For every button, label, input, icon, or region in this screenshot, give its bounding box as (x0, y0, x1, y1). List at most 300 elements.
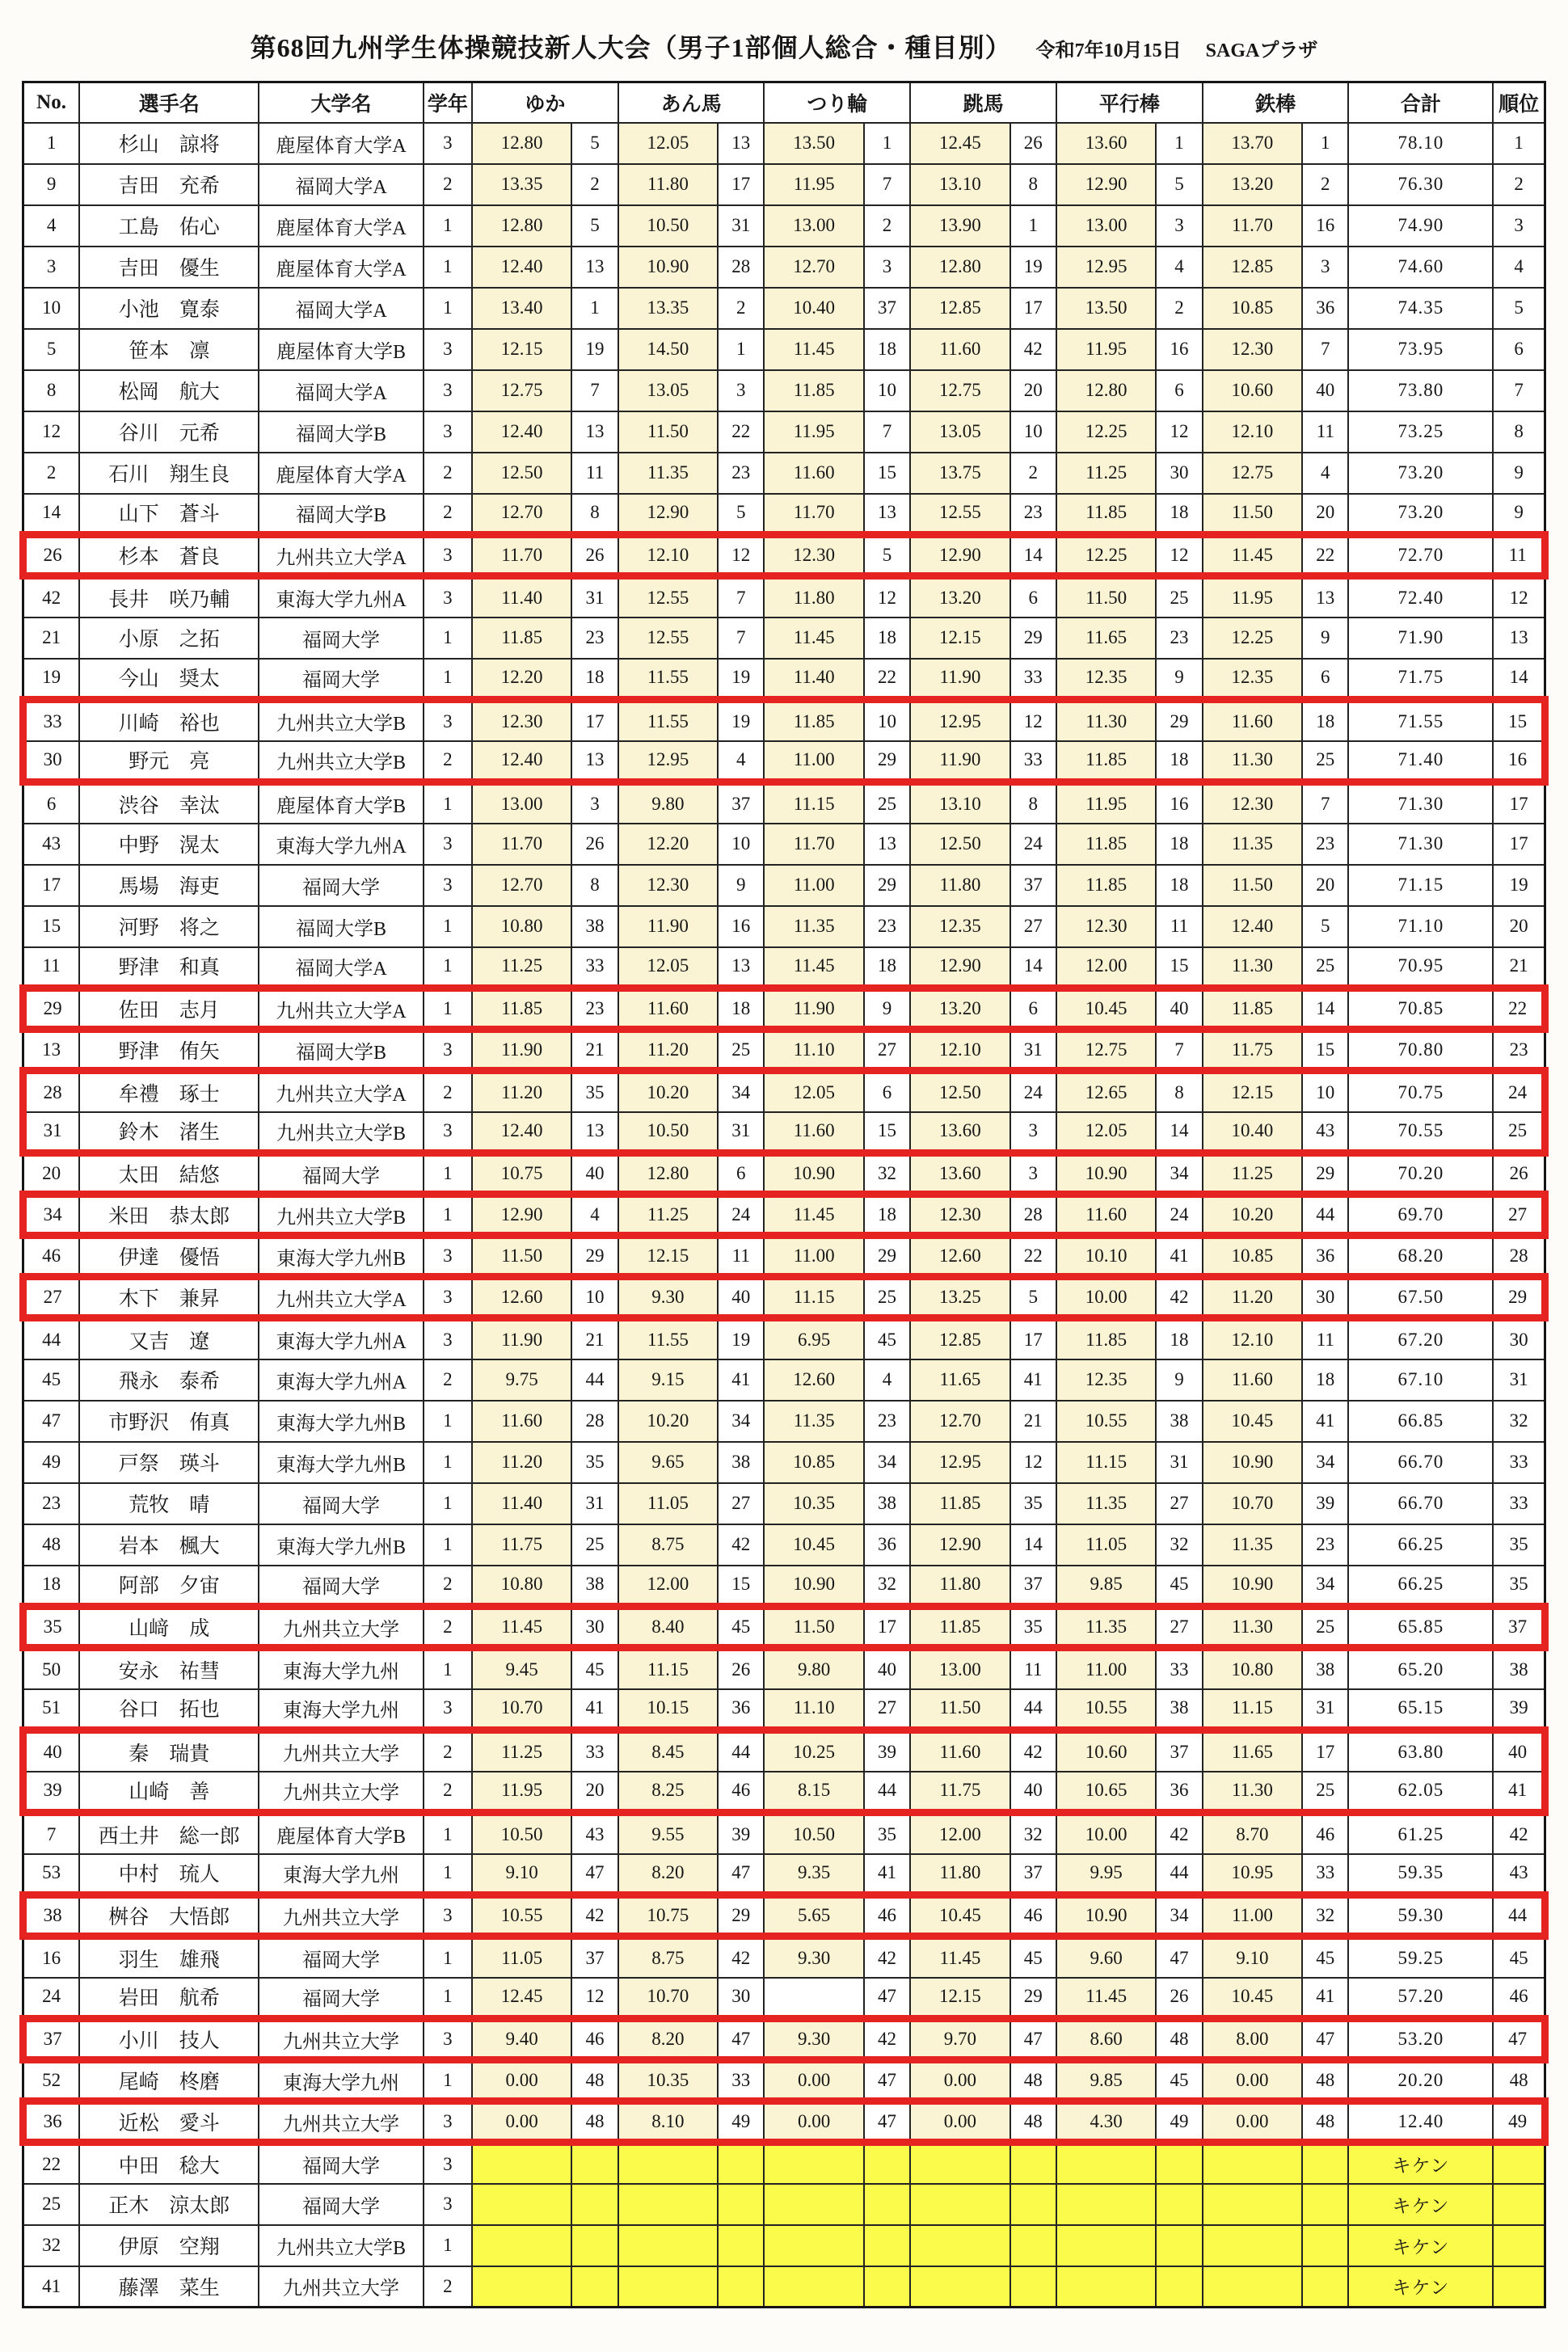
event-rank-cell: 29 (864, 741, 910, 782)
grade-cell: 2 (424, 1607, 472, 1648)
event-rank-cell: 33 (1156, 1648, 1202, 1689)
event-rank-cell: 40 (864, 1648, 910, 1689)
athlete-name-cell: 吉田 優生 (79, 247, 259, 288)
event-score-cell: 11.25 (1203, 1153, 1302, 1195)
event-rank-cell: 13 (718, 123, 764, 164)
event-rank-cell (571, 2184, 618, 2225)
event-score-cell: 11.00 (1203, 1895, 1302, 1937)
event-score-cell: 13.60 (1056, 123, 1156, 164)
athlete-no-cell: 39 (23, 1772, 80, 1813)
column-header: No. (23, 82, 80, 123)
event-rank-cell: 40 (571, 1153, 618, 1195)
event-score-cell: 12.25 (1056, 535, 1156, 576)
event-score-cell: 11.45 (764, 329, 863, 370)
athlete-no-cell: 6 (23, 782, 80, 824)
total-cell: 61.25 (1348, 1813, 1493, 1854)
total-cell: 53.20 (1348, 2019, 1493, 2060)
table-row (23, 1730, 1545, 1772)
university-cell: 東海大学九州B (259, 1524, 423, 1566)
event-score-cell: 12.10 (1203, 411, 1302, 453)
rank-cell: 11 (1493, 535, 1545, 576)
table-row (23, 1483, 1545, 1524)
event-score-cell: 11.85 (1056, 741, 1156, 782)
event-score-cell: 12.00 (910, 1813, 1010, 1854)
event-score-cell: 10.20 (618, 1071, 718, 1112)
event-rank-cell: 25 (1302, 1772, 1348, 1813)
event-score-cell: 10.75 (472, 1153, 571, 1195)
university-cell: 鹿屋体育大学A (259, 247, 423, 288)
event-rank-cell: 29 (718, 1895, 764, 1937)
grade-cell: 1 (424, 659, 472, 700)
event-score-cell: 12.90 (618, 494, 718, 535)
event-rank-cell: 41 (1010, 1359, 1056, 1401)
event-rank-cell: 17 (1010, 1318, 1056, 1359)
event-score-cell: 11.25 (618, 1195, 718, 1236)
event-score-cell: 12.95 (618, 741, 718, 782)
event-rank-cell: 1 (1010, 205, 1056, 247)
event-score-cell: 12.25 (1056, 411, 1156, 453)
event-score-cell: 11.65 (910, 1359, 1010, 1401)
event-score-cell: 12.80 (910, 247, 1010, 288)
event-rank-cell: 42 (864, 1937, 910, 1978)
athlete-name-cell: 馬場 海吏 (79, 865, 259, 906)
event-rank-cell: 27 (864, 1689, 910, 1730)
event-rank-cell: 27 (718, 1483, 764, 1524)
rank-cell (1493, 2184, 1545, 2225)
table-row (23, 1607, 1545, 1648)
event-score-cell: 10.45 (1056, 988, 1156, 1030)
event-rank-cell: 23 (718, 453, 764, 494)
rank-cell: 25 (1493, 1112, 1545, 1153)
event-score-cell: 10.85 (1203, 1236, 1302, 1277)
rank-cell: 17 (1493, 782, 1545, 824)
total-cell: 70.75 (1348, 1071, 1493, 1112)
event-score-cell: 12.90 (910, 535, 1010, 576)
total-cell: 66.85 (1348, 1401, 1493, 1442)
university-cell: 福岡大学A (259, 164, 423, 205)
event-score-cell: 12.80 (472, 123, 571, 164)
event-rank-cell: 18 (1156, 494, 1202, 535)
grade-cell: 3 (424, 1318, 472, 1359)
column-header: 跳馬 (910, 82, 1056, 123)
university-cell: 東海大学九州A (259, 824, 423, 865)
table-row (23, 1236, 1545, 1277)
event-score-cell: 8.60 (1056, 2019, 1156, 2060)
event-score-cell: 12.60 (910, 1236, 1010, 1277)
event-score-cell: 11.10 (764, 1689, 863, 1730)
event-rank-cell: 2 (864, 205, 910, 247)
event-score-cell: 9.75 (472, 1359, 571, 1401)
event-rank-cell: 8 (571, 865, 618, 906)
page-title: 第68回九州学生体操競技新人大会（男子1部個人総合・種目別） (250, 33, 1012, 62)
rank-cell: 2 (1493, 164, 1545, 205)
event-rank-cell: 1 (718, 329, 764, 370)
event-score-cell: 11.45 (910, 1937, 1010, 1978)
event-rank-cell: 36 (1302, 1236, 1348, 1277)
event-rank-cell: 4 (864, 1359, 910, 1401)
event-score-cell: 11.95 (764, 411, 863, 453)
table-row (23, 288, 1545, 329)
event-rank-cell: 7 (864, 411, 910, 453)
event-rank-cell: 41 (718, 1359, 764, 1401)
event-score-cell: 12.95 (1056, 247, 1156, 288)
event-score-cell: 11.15 (618, 1648, 718, 1689)
athlete-no-cell: 44 (23, 1318, 80, 1359)
event-score-cell: 10.85 (1203, 288, 1302, 329)
event-score-cell: 8.75 (618, 1937, 718, 1978)
grade-cell: 1 (424, 988, 472, 1030)
event-score-cell: 12.80 (472, 205, 571, 247)
event-rank-cell: 6 (1010, 988, 1056, 1030)
event-score-cell: 12.30 (1203, 782, 1302, 824)
event-score-cell: 11.30 (1203, 1772, 1302, 1813)
athlete-no-cell: 37 (23, 2019, 80, 2060)
table-row (23, 1524, 1545, 1566)
event-score-cell: 11.35 (1056, 1607, 1156, 1648)
event-rank-cell: 31 (718, 205, 764, 247)
athlete-name-cell: 太田 結悠 (79, 1153, 259, 1195)
event-rank-cell: 44 (1302, 1195, 1348, 1236)
event-score-cell: 10.20 (618, 1401, 718, 1442)
event-rank-cell: 5 (864, 535, 910, 576)
rank-cell: 17 (1493, 824, 1545, 865)
event-rank-cell: 6 (864, 1071, 910, 1112)
event-rank-cell: 18 (718, 988, 764, 1030)
event-rank-cell: 20 (1302, 865, 1348, 906)
total-cell: 66.25 (1348, 1524, 1493, 1566)
event-score-cell: 11.00 (764, 1236, 863, 1277)
event-score-cell: 11.40 (764, 659, 863, 700)
event-rank-cell: 28 (1010, 1195, 1056, 1236)
event-rank-cell: 30 (571, 1607, 618, 1648)
event-score-cell: 8.75 (618, 1524, 718, 1566)
grade-cell: 2 (424, 1566, 472, 1607)
event-score-cell: 11.15 (764, 1277, 863, 1318)
athlete-name-cell: 小原 之拓 (79, 618, 259, 659)
athlete-name-cell: 伊達 優悟 (79, 1236, 259, 1277)
event-score-cell: 11.10 (764, 1030, 863, 1071)
event-score-cell: 10.10 (1056, 1236, 1156, 1277)
university-cell: 福岡大学 (259, 659, 423, 700)
event-rank-cell: 9 (1156, 1359, 1202, 1401)
event-rank-cell: 6 (1156, 370, 1202, 411)
event-rank-cell: 4 (1156, 247, 1202, 288)
university-cell: 九州共立大学B (259, 1195, 423, 1236)
grade-cell: 3 (424, 411, 472, 453)
rank-cell: 21 (1493, 947, 1545, 988)
athlete-no-cell: 22 (23, 2143, 80, 2184)
event-score-cell: 12.10 (618, 535, 718, 576)
event-rank-cell: 10 (864, 370, 910, 411)
event-rank-cell: 39 (718, 1813, 764, 1854)
event-score-cell: 9.85 (1056, 2060, 1156, 2101)
total-cell: 78.10 (1348, 123, 1493, 164)
event-rank-cell (864, 2143, 910, 2184)
event-rank-cell: 4 (571, 1195, 618, 1236)
event-score-cell: 10.80 (472, 906, 571, 947)
total-cell: キケン (1348, 2225, 1493, 2266)
header-row (23, 82, 1545, 123)
athlete-name-cell: 谷川 元希 (79, 411, 259, 453)
event-score-cell (472, 2266, 571, 2308)
event-score-cell: 9.15 (618, 1359, 718, 1401)
event-rank-cell: 26 (571, 824, 618, 865)
athlete-no-cell: 1 (23, 123, 80, 164)
event-rank-cell: 18 (1156, 865, 1202, 906)
event-score-cell: 10.50 (618, 1112, 718, 1153)
event-rank-cell: 38 (864, 1483, 910, 1524)
event-score-cell: 12.50 (910, 824, 1010, 865)
event-rank-cell: 29 (1302, 1153, 1348, 1195)
event-rank-cell: 25 (1156, 576, 1202, 618)
event-score-cell: 11.60 (472, 1401, 571, 1442)
grade-cell: 1 (424, 782, 472, 824)
event-rank-cell: 24 (1156, 1195, 1202, 1236)
event-rank-cell (864, 2184, 910, 2225)
event-rank-cell: 13 (864, 824, 910, 865)
event-rank-cell: 8 (1010, 782, 1056, 824)
event-score-cell: 0.00 (472, 2101, 571, 2143)
athlete-no-cell: 5 (23, 329, 80, 370)
event-rank-cell: 35 (1010, 1607, 1056, 1648)
event-score-cell (618, 2266, 718, 2308)
event-score-cell: 10.60 (1203, 370, 1302, 411)
event-rank-cell: 3 (1010, 1112, 1056, 1153)
table-row (23, 205, 1545, 247)
event-rank-cell: 22 (864, 659, 910, 700)
athlete-no-cell: 3 (23, 247, 80, 288)
athlete-name-cell: 正木 涼太郎 (79, 2184, 259, 2225)
rank-cell: 12 (1493, 576, 1545, 618)
event-rank-cell: 5 (1302, 906, 1348, 947)
university-cell: 九州共立大学A (259, 1277, 423, 1318)
event-score-cell: 12.15 (1203, 1071, 1302, 1112)
event-score-cell: 12.75 (1203, 453, 1302, 494)
event-score-cell: 11.95 (764, 164, 863, 205)
event-score-cell: 0.00 (1203, 2101, 1302, 2143)
event-score-cell: 9.10 (1203, 1937, 1302, 1978)
event-score-cell: 12.30 (472, 700, 571, 741)
grade-cell: 3 (424, 700, 472, 741)
table-row (23, 2101, 1545, 2143)
event-rank-cell: 32 (1156, 1524, 1202, 1566)
university-cell: 東海大学九州 (259, 1689, 423, 1730)
event-rank-cell: 9 (864, 988, 910, 1030)
event-score-cell: 12.10 (1203, 1318, 1302, 1359)
event-score-cell: 9.80 (618, 782, 718, 824)
event-score-cell: 10.00 (1056, 1277, 1156, 1318)
event-score-cell: 9.65 (618, 1442, 718, 1483)
rank-cell: 22 (1493, 988, 1545, 1030)
event-rank-cell: 32 (1302, 1895, 1348, 1937)
event-rank-cell: 13 (1302, 576, 1348, 618)
event-rank-cell: 22 (1302, 535, 1348, 576)
event-rank-cell: 13 (571, 411, 618, 453)
total-cell: 70.85 (1348, 988, 1493, 1030)
total-cell: 66.70 (1348, 1442, 1493, 1483)
event-rank-cell: 15 (1156, 947, 1202, 988)
table-row (23, 329, 1545, 370)
event-rank-cell: 16 (718, 906, 764, 947)
event-rank-cell: 48 (1156, 2019, 1202, 2060)
athlete-no-cell: 12 (23, 411, 80, 453)
event-rank-cell: 47 (864, 2060, 910, 2101)
event-rank-cell: 40 (1302, 370, 1348, 411)
event-rank-cell: 41 (1302, 1978, 1348, 2019)
event-score-cell: 9.85 (1056, 1566, 1156, 1607)
athlete-no-cell: 38 (23, 1895, 80, 1937)
event-rank-cell: 18 (571, 659, 618, 700)
event-score-cell: 10.45 (910, 1895, 1010, 1937)
event-score-cell: 11.35 (618, 453, 718, 494)
total-cell: 20.20 (1348, 2060, 1493, 2101)
university-cell: 鹿屋体育大学B (259, 1813, 423, 1854)
event-rank-cell: 34 (1156, 1153, 1202, 1195)
event-rank-cell: 42 (718, 1524, 764, 1566)
rank-cell: 33 (1493, 1483, 1545, 1524)
grade-cell: 3 (424, 535, 472, 576)
event-score-cell: 12.55 (618, 576, 718, 618)
event-score-cell: 12.70 (764, 247, 863, 288)
athlete-name-cell: 尾崎 柊磨 (79, 2060, 259, 2101)
event-score-cell: 11.95 (1056, 782, 1156, 824)
event-score-cell: 9.40 (472, 2019, 571, 2060)
event-score-cell: 10.45 (1203, 1978, 1302, 2019)
athlete-no-cell: 51 (23, 1689, 80, 1730)
athlete-name-cell: 吉田 充希 (79, 164, 259, 205)
athlete-no-cell: 31 (23, 1112, 80, 1153)
total-cell: 12.40 (1348, 2101, 1493, 2143)
event-score-cell: 11.50 (910, 1689, 1010, 1730)
event-score-cell: 8.20 (618, 1854, 718, 1895)
event-score-cell: 12.90 (910, 1524, 1010, 1566)
event-score-cell: 12.80 (1056, 370, 1156, 411)
athlete-no-cell: 27 (23, 1277, 80, 1318)
university-cell: 東海大学九州 (259, 1854, 423, 1895)
event-score-cell: 13.00 (764, 205, 863, 247)
event-score-cell: 13.05 (618, 370, 718, 411)
rank-cell: 49 (1493, 2101, 1545, 2143)
table-row (23, 947, 1545, 988)
event-score-cell: 11.85 (1056, 494, 1156, 535)
grade-cell: 2 (424, 494, 472, 535)
total-cell: 67.20 (1348, 1318, 1493, 1359)
total-cell: 65.85 (1348, 1607, 1493, 1648)
event-rank-cell: 33 (1010, 659, 1056, 700)
event-rank-cell: 38 (1156, 1401, 1202, 1442)
column-header: ゆか (472, 82, 618, 123)
event-rank-cell: 3 (1010, 1153, 1056, 1195)
total-cell: 71.40 (1348, 741, 1493, 782)
grade-cell: 2 (424, 1730, 472, 1772)
event-rank-cell: 10 (864, 700, 910, 741)
athlete-no-cell: 45 (23, 1359, 80, 1401)
event-score-cell (764, 1978, 863, 2019)
event-score-cell: 12.60 (472, 1277, 571, 1318)
event-rank-cell: 6 (1302, 659, 1348, 700)
event-rank-cell: 45 (864, 1318, 910, 1359)
grade-cell: 3 (424, 370, 472, 411)
total-cell: 63.80 (1348, 1730, 1493, 1772)
athlete-name-cell: 近松 愛斗 (79, 2101, 259, 2143)
athlete-name-cell: 戸祭 瑛斗 (79, 1442, 259, 1483)
table-row (23, 411, 1545, 453)
university-cell: 東海大学九州A (259, 1359, 423, 1401)
athlete-name-cell: 安永 祐彗 (79, 1648, 259, 1689)
event-score-cell: 12.30 (1203, 329, 1302, 370)
athlete-name-cell: 又吉 遼 (79, 1318, 259, 1359)
event-score-cell: 4.30 (1056, 2101, 1156, 2143)
event-rank-cell: 7 (1156, 1030, 1202, 1071)
event-score-cell: 11.30 (1203, 1607, 1302, 1648)
event-rank-cell: 18 (1302, 1359, 1348, 1401)
event-rank-cell: 4 (718, 741, 764, 782)
athlete-name-cell: 桝谷 大悟郎 (79, 1895, 259, 1937)
event-rank-cell: 44 (864, 1772, 910, 1813)
athlete-name-cell: 工島 佑心 (79, 205, 259, 247)
table-row (23, 1359, 1545, 1401)
athlete-name-cell: 岩本 楓大 (79, 1524, 259, 1566)
table-row (23, 2266, 1545, 2308)
rank-cell: 39 (1493, 1689, 1545, 1730)
event-score-cell: 11.20 (472, 1071, 571, 1112)
event-score-cell: 11.60 (1203, 700, 1302, 741)
event-rank-cell: 40 (1010, 1772, 1056, 1813)
rank-cell: 35 (1493, 1524, 1545, 1566)
event-rank-cell (1010, 2266, 1056, 2308)
event-score-cell (910, 2225, 1010, 2266)
event-rank-cell: 18 (1156, 824, 1202, 865)
university-cell: 鹿屋体育大学B (259, 782, 423, 824)
event-score-cell: 10.40 (764, 288, 863, 329)
event-score-cell: 11.35 (1203, 824, 1302, 865)
grade-cell: 1 (424, 906, 472, 947)
athlete-name-cell: 鈴木 渚生 (79, 1112, 259, 1153)
event-rank-cell: 6 (1010, 576, 1056, 618)
event-score-cell: 13.75 (910, 453, 1010, 494)
event-rank-cell: 3 (571, 782, 618, 824)
event-rank-cell (1302, 2143, 1348, 2184)
event-score-cell: 13.00 (472, 782, 571, 824)
event-score-cell: 8.15 (764, 1772, 863, 1813)
university-cell: 東海大学九州B (259, 1401, 423, 1442)
university-cell: 福岡大学 (259, 1937, 423, 1978)
total-cell: 68.20 (1348, 1236, 1493, 1277)
event-rank-cell: 26 (1010, 123, 1056, 164)
event-score-cell: 11.40 (472, 576, 571, 618)
event-score-cell: 10.90 (764, 1153, 863, 1195)
event-rank-cell (864, 2266, 910, 2308)
event-score-cell: 8.10 (618, 2101, 718, 2143)
university-cell: 鹿屋体育大学A (259, 205, 423, 247)
event-rank-cell: 17 (718, 164, 764, 205)
event-score-cell: 12.45 (472, 1978, 571, 2019)
event-rank-cell: 15 (864, 453, 910, 494)
event-rank-cell: 16 (1156, 782, 1202, 824)
event-rank-cell: 9 (1156, 659, 1202, 700)
athlete-name-cell: 山﨑 成 (79, 1607, 259, 1648)
event-score-cell: 10.55 (1056, 1401, 1156, 1442)
event-score-cell: 11.85 (764, 700, 863, 741)
event-rank-cell: 27 (864, 1030, 910, 1071)
rank-cell (1493, 2266, 1545, 2308)
event-rank-cell: 35 (571, 1071, 618, 1112)
event-rank-cell: 21 (571, 1318, 618, 1359)
table-row (23, 865, 1545, 906)
table-row (23, 1854, 1545, 1895)
total-cell: 57.20 (1348, 1978, 1493, 2019)
rank-cell: 37 (1493, 1607, 1545, 1648)
